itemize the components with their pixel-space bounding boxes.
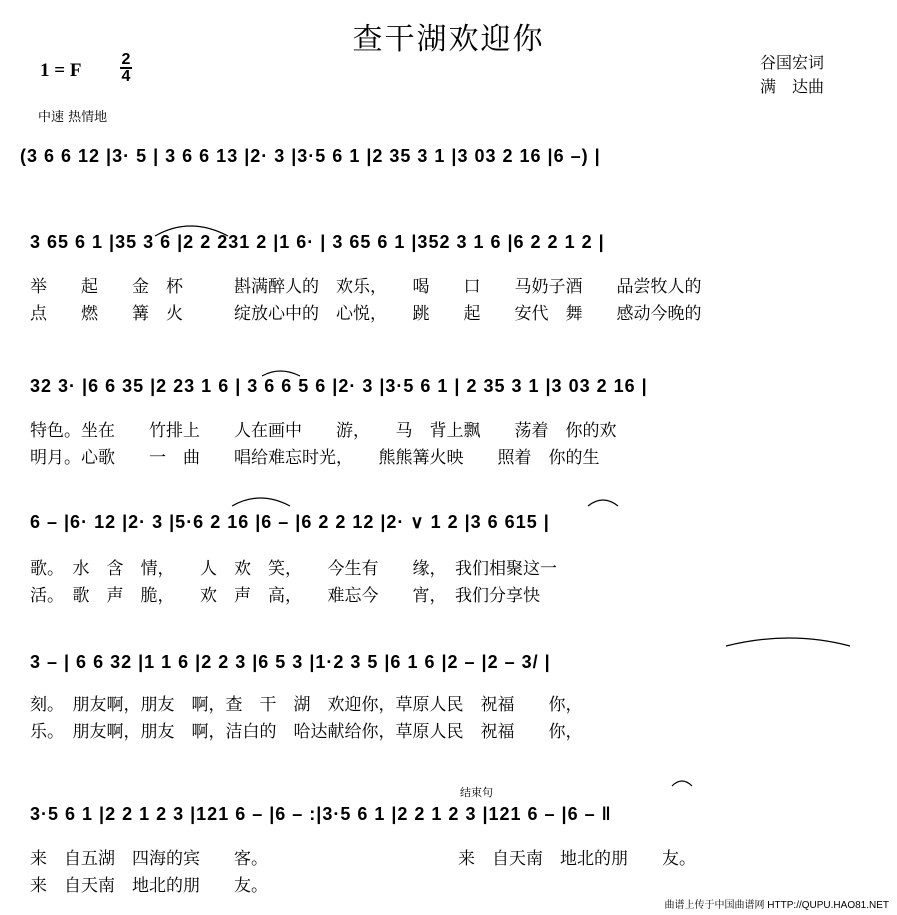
lyrics-5-verse-2: 乐。 朋友啊，朋友 啊，洁白的 哈达献给你，草原人民 祝福 你，: [30, 722, 583, 742]
composer-credit: 满 达曲: [760, 77, 825, 96]
meter-top: 2: [121, 51, 131, 68]
meter-bottom: 4: [121, 68, 131, 85]
lyrics-2-verse-2: 点 燃 篝 火 绽放心中的 心悦， 跳 起 安代 舞 感动今晚的: [30, 304, 702, 324]
slur-mark: [588, 500, 618, 506]
music-line-4: 6 – |6· 12 |2· 3 |5·6 2 16 |6 – |6 2 2 12 |2· ∨ 1 2 |3 6 615 |: [30, 512, 550, 532]
music-line-2: 3 65 6 1 |35 3 6 |2 2 231 2 |1 6· | 3 65 6 1 |352 3 1 6 |6 2 2 1 2 |: [30, 232, 605, 252]
music-line-5: 3 – | 6 6 32 |1 1 6 |2 2 3 |6 5 3 |1·2 3 5 |6 1 6 |2 – |2 – 3/ |: [30, 652, 551, 672]
song-title: 查干湖欢迎你: [352, 22, 545, 57]
key-signature: 1 = F: [40, 60, 82, 81]
lyrics-2-verse-1: 举 起 金 杯 斟满醉人的 欢乐， 喝 口 马奶子酒 品尝牧人的: [30, 277, 702, 297]
music-line-3: 32 3· |6 6 35 |2 23 1 6 | 3 6 6 5 6 |2· 3 |3·5 6 1 | 2 35 3 1 |3 03 2 16 |: [30, 376, 648, 396]
slur-mark: [155, 226, 228, 236]
music-line-1: (3 6 6 12 |3· 5 | 3 6 6 13 |2· 3 |3·5 6 1 |2 35 3 1 |3 03 2 16 |6 –) |: [20, 146, 601, 166]
footer-watermark: 曲谱上传于中国曲谱网 HTTP://QUPU.HAO81.NET: [664, 900, 889, 911]
slur-mark: [726, 638, 850, 646]
slur-mark: [262, 371, 300, 376]
slur-mark: [672, 781, 692, 786]
lyricist-credit: 谷国宏词: [760, 53, 825, 72]
lyrics-3-verse-1: 特色。坐在 竹排上 人在画中 游， 马 背上飘 荡着 你的欢: [30, 421, 617, 441]
lyrics-6-ending: 来 自天南 地北的朋 友。: [458, 849, 696, 869]
ending-label: 结束句: [460, 786, 493, 799]
lyrics-4-verse-2: 活。 歌 声 脆， 欢 声 高， 难忘今 宵， 我们分享快: [30, 586, 540, 606]
lyrics-3-verse-2: 明月。心歌 一 曲 唱给难忘时光， 熊熊篝火映 照着 你的生: [30, 448, 600, 468]
tempo-marking: 中速 热情地: [38, 110, 108, 125]
lyrics-6-verse-1: 来 自五湖 四海的宾 客。: [30, 849, 268, 869]
slur-mark: [232, 498, 290, 506]
lyrics-5-verse-1: 刻。 朋友啊，朋友 啊，查 干 湖 欢迎你，草原人民 祝福 你，: [30, 695, 583, 715]
lyrics-4-verse-1: 歌。 水 含 情， 人 欢 笑， 今生有 缘， 我们相聚这一: [30, 559, 557, 579]
lyrics-6-verse-2: 来 自天南 地北的朋 友。: [30, 876, 268, 896]
music-line-6: 3·5 6 1 |2 2 1 2 3 |121 6 – |6 – :|3·5 6 1 |2 2 1 2 3 |121 6 – |6 – ‖: [30, 804, 612, 824]
